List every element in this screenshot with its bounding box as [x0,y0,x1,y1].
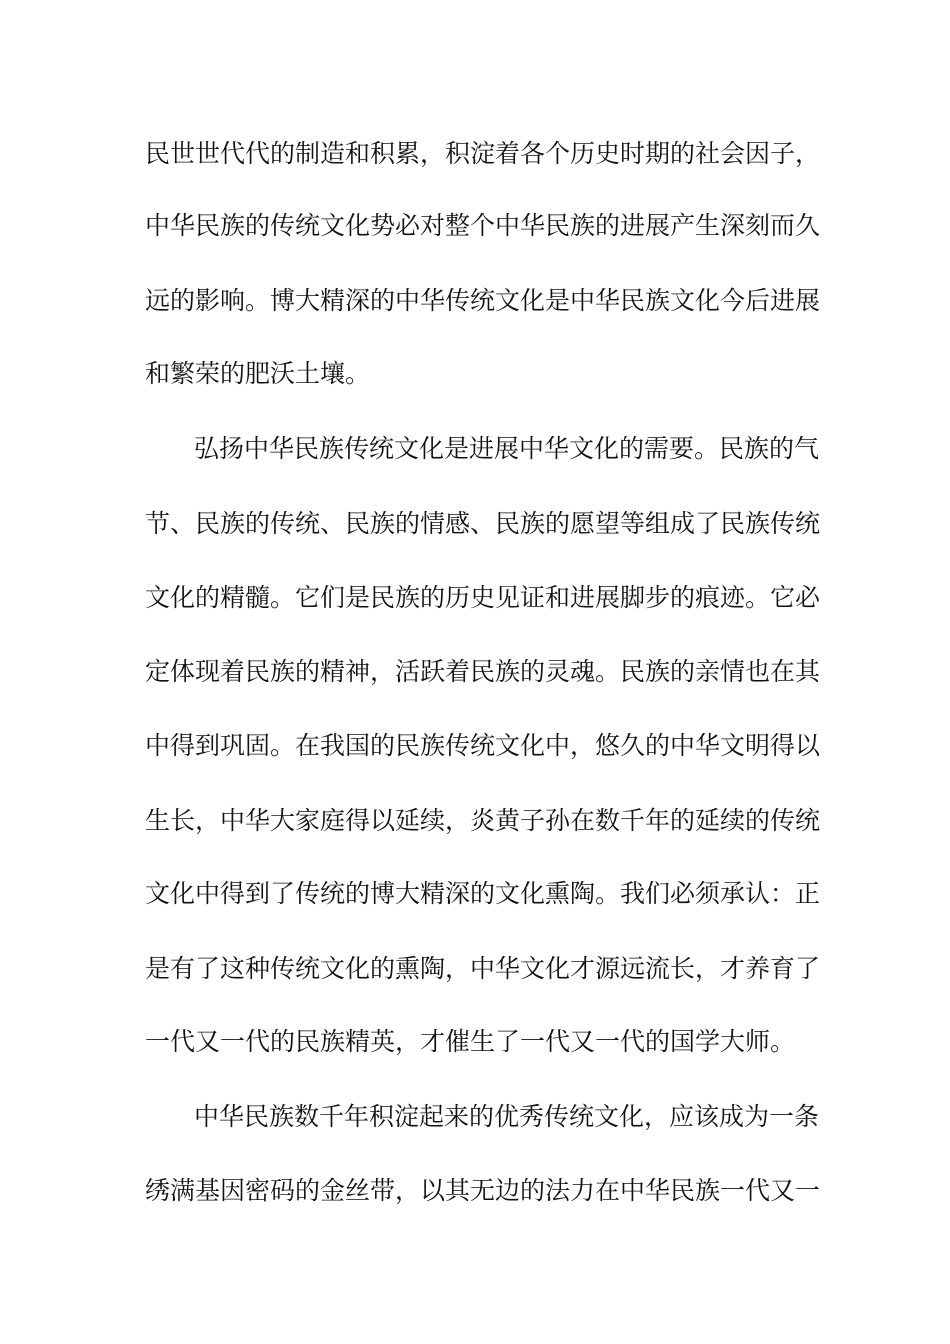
paragraph-2-first-line: 弘扬中华民族传统文化是进展中华文化的需要。民族的气 [194,434,820,463]
text-line-11: 文化中得到了传统的博大精深的文化熏陶。我们必须承认：正 [145,879,821,908]
text-line-2: 中华民族的传统文化势必对整个中华民族的进展产生深刻而久 [145,211,821,240]
text-line-4: 和繁荣的肥沃土壤。 [145,359,371,388]
text-line-13: 一代又一代的民族精英，才催生了一代又一代的国学大师。 [145,1027,796,1056]
text-line-9: 中得到巩固。在我国的民族传统文化中，悠久的中华文明得以 [145,731,821,760]
text-line-10: 生长，中华大家庭得以延续，炎黄子孙在数千年的延续的传统 [145,806,821,835]
text-line-7: 文化的精髓。它们是民族的历史见证和进展脚步的痕迹。它必 [145,583,821,612]
text-line-8: 定体现着民族的精神，活跃着民族的灵魂。民族的亲情也在其 [145,657,821,686]
text-line-15: 绣满基因密码的金丝带，以其无边的法力在中华民族一代又一 [145,1176,821,1205]
paragraph-3-first-line: 中华民族数千年积淀起来的优秀传统文化，应该成为一条 [194,1102,820,1131]
text-line-1: 民世世代代的制造和积累，积淀着各个历史时期的社会因子， [145,139,821,168]
text-line-3: 远的影响。博大精深的中华传统文化是中华民族文化今后进展 [145,286,821,315]
text-line-6: 节、民族的传统、民族的情感、民族的愿望等组成了民族传统 [145,509,821,538]
text-line-12: 是有了这种传统文化的熏陶，中华文化才源远流长，才养育了 [145,954,821,983]
